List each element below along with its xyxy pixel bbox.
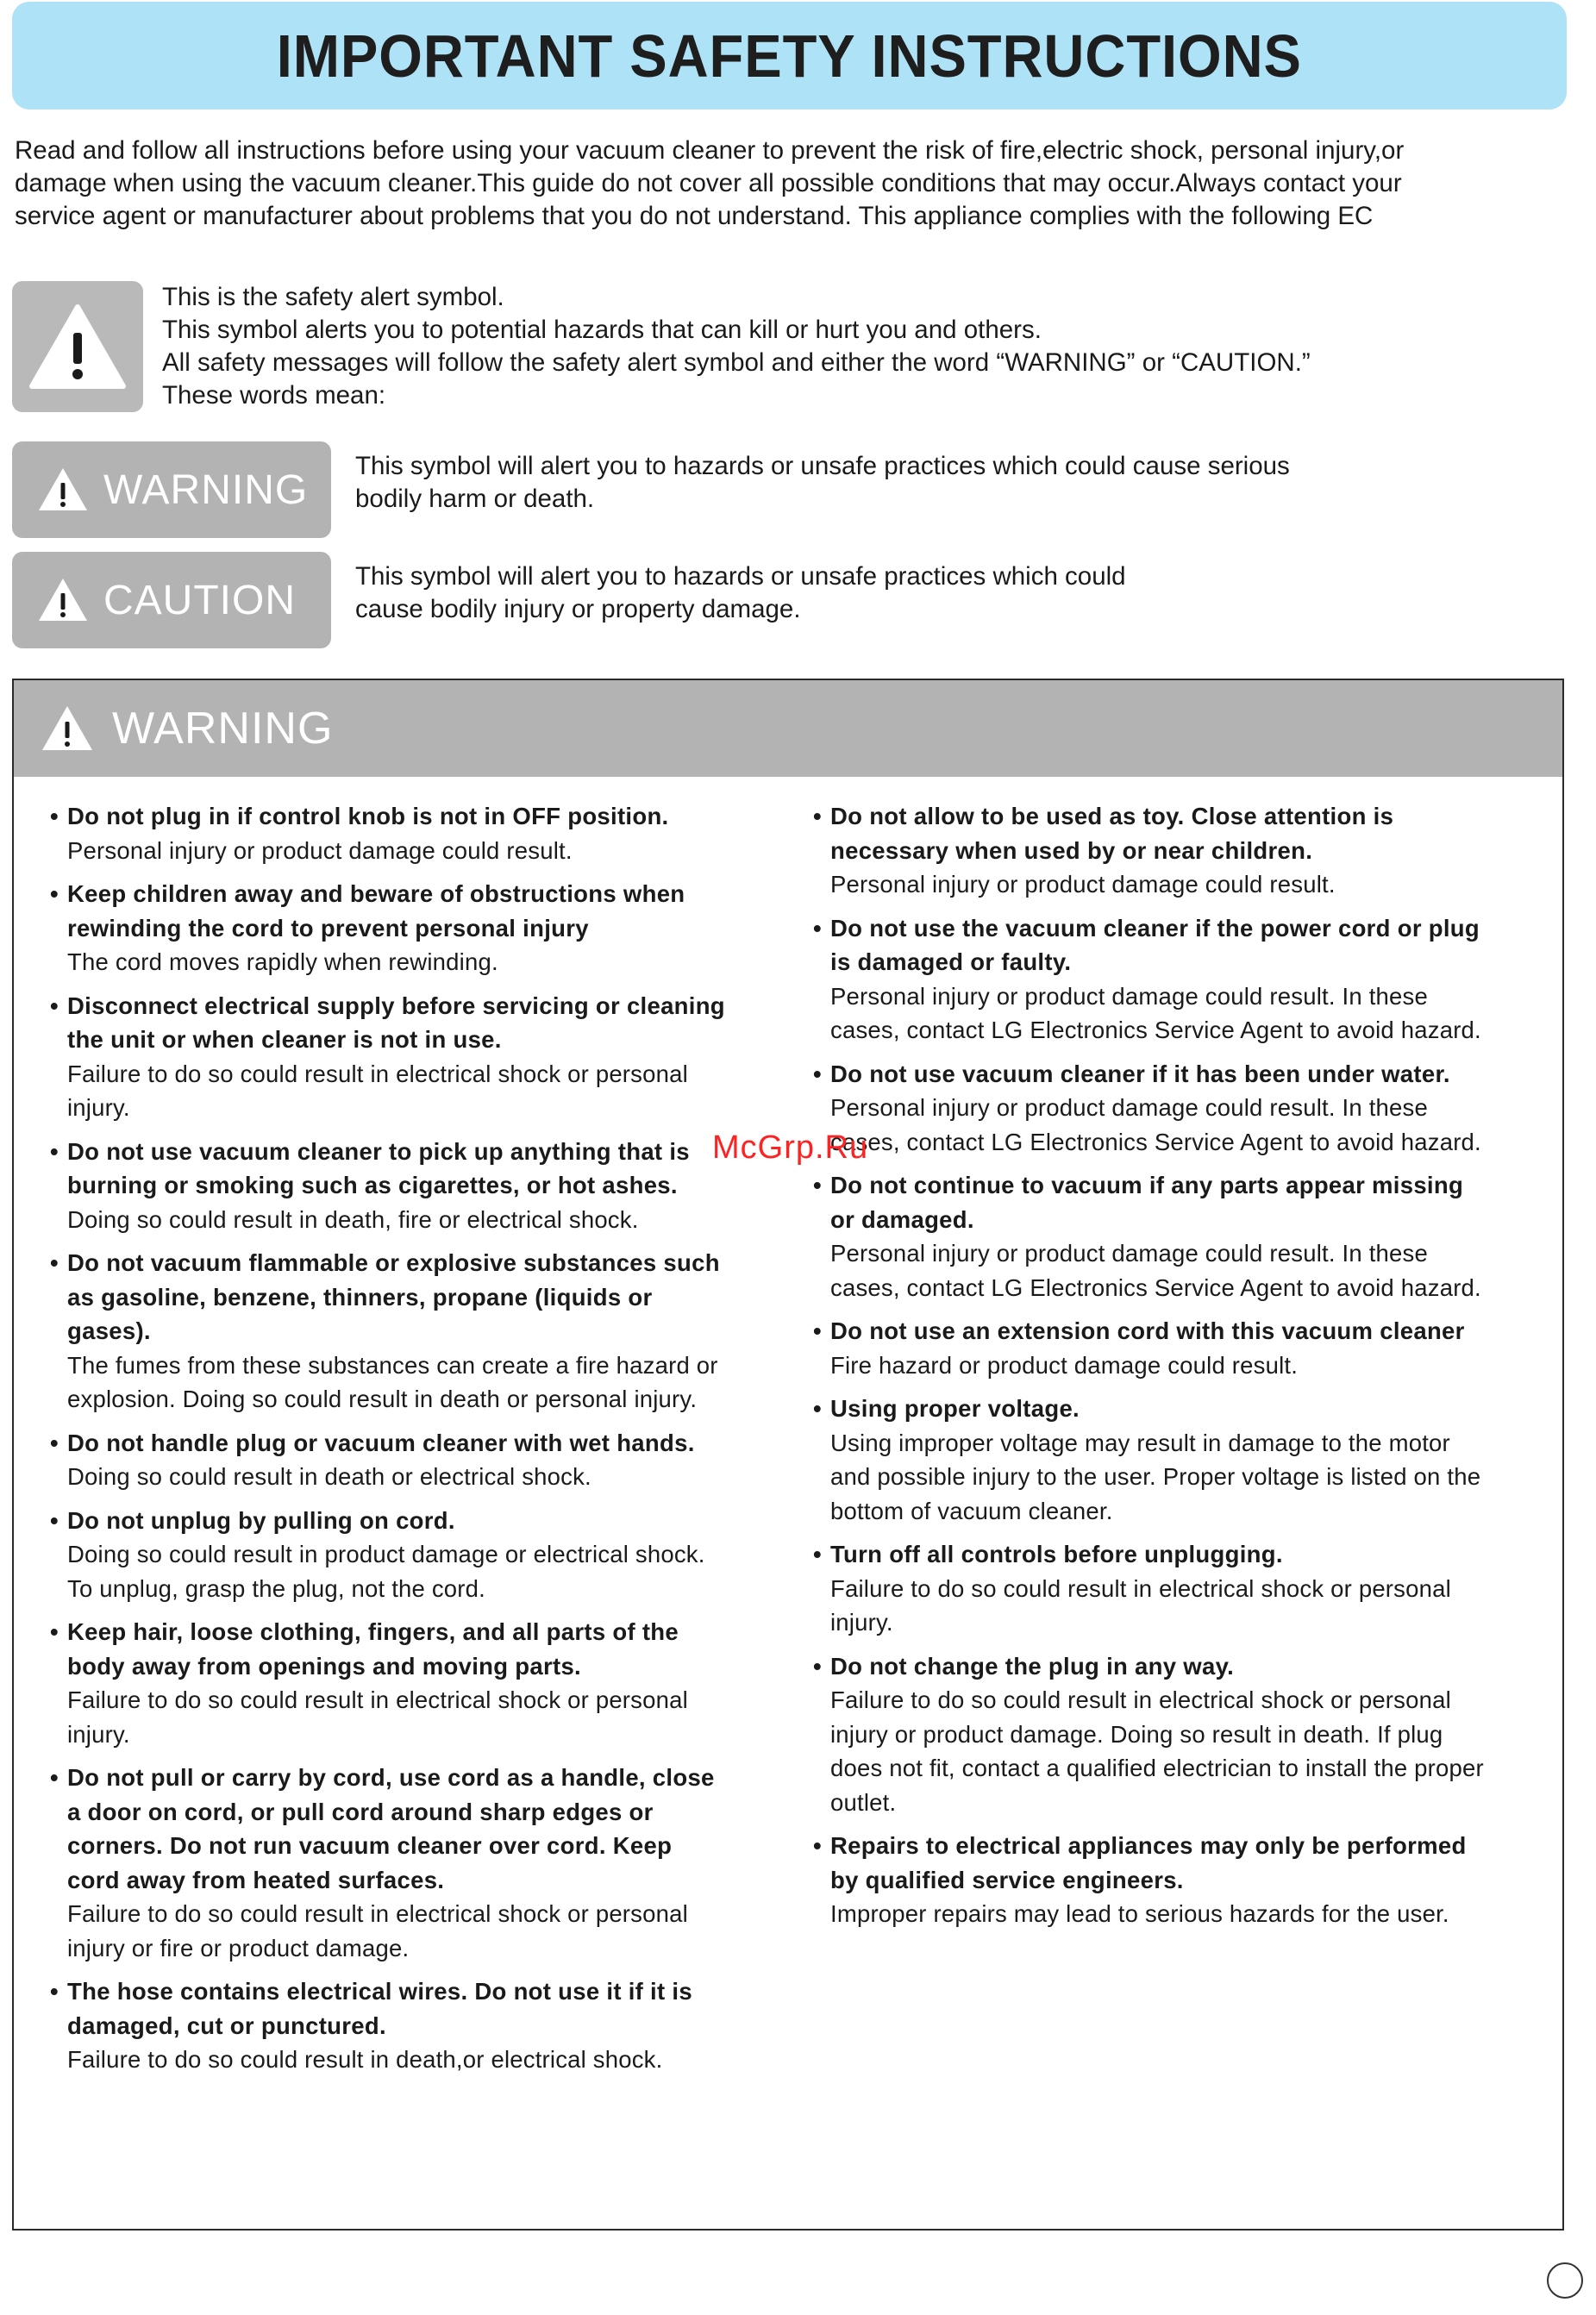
warning-item-description: Improper repairs may lead to serious hazards for the user. xyxy=(830,1900,1449,1927)
warning-item xyxy=(50,877,809,979)
warning-item xyxy=(813,1057,1572,1160)
safety-alert-symbol xyxy=(12,281,143,412)
bullet: • xyxy=(50,1618,59,1645)
warning-triangle-icon xyxy=(36,576,90,624)
warning-item-description: outlet. xyxy=(830,1788,897,1816)
warning-item-description: injury. xyxy=(67,1720,130,1748)
warning-item-description: explosion. Doing so could result in death or personal injury. xyxy=(67,1386,698,1412)
alert-line: All safety messages will follow the safety alert symbol and either the word “WARNING” or “CAUTION.” xyxy=(162,348,1311,377)
warning-item-title: Repairs to electrical appliances may only be performed xyxy=(830,1832,1467,1859)
warning-item-title: Do not use vacuum cleaner to pick up anything that is xyxy=(67,1137,690,1165)
warning-item-description: Failure to do so could result in electrical shock or personal xyxy=(830,1574,1451,1602)
warning-item-description: Failure to do so could result in death,or electrical shock. xyxy=(67,2046,663,2073)
warning-panel-header xyxy=(14,680,1562,777)
bullet: • xyxy=(50,803,59,829)
bullet: • xyxy=(813,1395,822,1422)
warning-item-description: injury. xyxy=(67,1094,130,1121)
warning-desc-line: bodily harm or death. xyxy=(355,485,595,513)
warning-item-title: damaged, cut or punctured. xyxy=(67,2012,386,2039)
warning-item xyxy=(50,1246,809,1417)
warning-item-description: Personal injury or product damage could result. In these xyxy=(830,982,1428,1010)
warning-item-description: injury or product damage. Doing so result in death. If plug xyxy=(830,1720,1443,1748)
warning-item-description: Personal injury or product damage could result. xyxy=(67,836,573,864)
warning-item xyxy=(50,1504,809,1606)
warning-item-description: To unplug, grasp the plug, not the cord. xyxy=(67,1574,485,1602)
bullet: • xyxy=(813,803,822,829)
warning-item-description: Personal injury or product damage could result. In these xyxy=(830,1094,1428,1121)
warning-item-title: necessary when used by or near children. xyxy=(830,836,1313,864)
warning-item-title: by qualified service engineers. xyxy=(830,1866,1184,1893)
caution-desc-line: This symbol will alert you to hazards or unsafe practices which could xyxy=(355,562,1126,591)
warning-item-title: body away from openings and moving parts. xyxy=(67,1652,581,1680)
bullet: • xyxy=(50,1249,59,1276)
warning-item-title: is damaged or faulty. xyxy=(830,948,1072,975)
warning-item-description: Failure to do so could result in electrical shock or personal xyxy=(830,1686,1451,1713)
intro-line: damage when using the vacuum cleaner.This guide do not cover all possible conditions that may occur.Always contact your xyxy=(15,169,1402,197)
caution-label-box xyxy=(12,552,331,648)
warning-item-title: Do not plug in if control knob is not in OFF position. xyxy=(67,803,669,829)
warning-triangle-icon xyxy=(27,302,128,391)
bullet: • xyxy=(813,1832,822,1859)
warning-item-title: rewinding the cord to prevent personal injury xyxy=(67,914,589,942)
alert-line: These words mean: xyxy=(162,381,386,410)
warning-item-title: Do not use the vacuum cleaner if the power cord or plug xyxy=(830,914,1480,942)
warning-item-title: Do not unplug by pulling on cord. xyxy=(67,1506,455,1534)
warning-item-title: Do not continue to vacuum if any parts appear missing xyxy=(830,1172,1464,1198)
bullet: • xyxy=(813,1060,822,1087)
watermark: McGrp.Ru xyxy=(712,1129,869,1166)
warning-item xyxy=(50,1615,809,1751)
intro-paragraph xyxy=(15,135,1567,233)
warning-item-description: injury. xyxy=(830,1609,893,1636)
warning-item xyxy=(813,1649,1572,1820)
alert-line: This is the safety alert symbol. xyxy=(162,283,504,311)
warning-item-title: as gasoline, benzene, thinners, propane (liquids or xyxy=(67,1283,653,1311)
warning-item xyxy=(50,799,809,867)
warning-item xyxy=(813,799,1572,902)
warning-item-description: cases, contact LG Electronics Service Agent to avoid hazard. xyxy=(830,1273,1481,1301)
warning-item xyxy=(813,1314,1572,1382)
warning-column-left xyxy=(50,799,809,2087)
caution-desc-line: cause bodily injury or property damage. xyxy=(355,595,801,623)
warning-item-description: Fire hazard or product damage could result. xyxy=(830,1351,1299,1379)
bullet: • xyxy=(50,880,59,907)
warning-item-description: Failure to do so could result in electrical shock or personal xyxy=(67,1686,688,1713)
caution-label: CAUTION xyxy=(103,577,296,623)
warning-item-description: bottom of vacuum cleaner. xyxy=(830,1497,1113,1524)
warning-item-description: Doing so could result in death, fire or electrical shock. xyxy=(67,1205,639,1233)
bullet: • xyxy=(813,1172,822,1198)
warning-item xyxy=(50,1426,809,1494)
warning-item xyxy=(813,911,1572,1048)
warning-item-description: Doing so could result in death or electrical shock. xyxy=(67,1463,591,1490)
warning-item xyxy=(50,1135,809,1237)
alert-line: This symbol alerts you to potential hazards that can kill or hurt you and others. xyxy=(162,316,1042,344)
warning-item-description: The fumes from these substances can create a fire hazard or xyxy=(67,1351,718,1379)
bullet: • xyxy=(50,1764,59,1791)
warning-item-description: cases, contact LG Electronics Service Agent to avoid hazard. xyxy=(830,1017,1481,1043)
warning-label: WARNING xyxy=(103,466,309,513)
warning-item-description: Doing so could result in product damage or electrical shock. xyxy=(67,1541,705,1567)
warning-item-title: Do not vacuum flammable or explosive substances such xyxy=(67,1249,720,1276)
warning-item-title: Do not allow to be used as toy. Close attention is xyxy=(830,803,1394,829)
warning-item xyxy=(50,1761,809,1965)
warning-item-description: Failure to do so could result in electrical shock or personal xyxy=(67,1900,688,1927)
intro-line: service agent or manufacturer about problems that you do not understand. This appliance complies with the following EC xyxy=(15,202,1374,230)
warning-item-title: or damaged. xyxy=(830,1205,974,1233)
warning-item-title: Disconnect electrical supply before servicing or cleaning xyxy=(67,992,725,1019)
warning-item-title: cord away from heated surfaces. xyxy=(67,1866,445,1893)
warning-item-title: Turn off all controls before unplugging. xyxy=(830,1541,1283,1567)
warning-item xyxy=(50,1974,809,2077)
warning-triangle-icon xyxy=(36,466,90,514)
warning-item-title: Keep hair, loose clothing, fingers, and all parts of the xyxy=(67,1618,679,1645)
warning-column-right xyxy=(813,799,1572,1941)
bullet: • xyxy=(50,1137,59,1165)
warning-item-description: Failure to do so could result in electrical shock or personal xyxy=(67,1060,688,1087)
warning-panel-title: WARNING xyxy=(112,704,334,754)
bullet: • xyxy=(50,1978,59,2005)
warning-item-title: Do not use an extension cord with this vacuum cleaner xyxy=(830,1317,1465,1344)
warning-item-title: The hose contains electrical wires. Do not use it if it is xyxy=(67,1978,692,2005)
warning-item xyxy=(813,1168,1572,1305)
bullet: • xyxy=(50,1506,59,1534)
title-banner xyxy=(12,2,1567,109)
warning-item-description: Using improper voltage may result in damage to the motor xyxy=(830,1429,1450,1456)
warning-item xyxy=(813,1829,1572,1931)
bullet: • xyxy=(813,1317,822,1344)
warning-triangle-icon xyxy=(40,704,95,754)
warning-item-title: Do not pull or carry by cord, use cord as a handle, close xyxy=(67,1764,715,1791)
bullet: • xyxy=(50,992,59,1019)
warning-item xyxy=(50,989,809,1125)
warning-label-box xyxy=(12,441,331,538)
warning-item-description: cases, contact LG Electronics Service Agent to avoid hazard. xyxy=(830,1128,1481,1155)
warning-item-title: Do not change the plug in any way. xyxy=(830,1652,1235,1680)
warning-item-description: Personal injury or product damage could result. xyxy=(830,871,1336,898)
warning-item-description: Personal injury or product damage could result. In these xyxy=(830,1240,1428,1267)
warning-item-title: Do not use vacuum cleaner if it has been under water. xyxy=(830,1060,1450,1087)
warning-item-description: and possible injury to the user. Proper voltage is listed on the xyxy=(830,1463,1481,1490)
page-title: IMPORTANT SAFETY INSTRUCTIONS xyxy=(276,22,1303,90)
safety-alert-description xyxy=(162,281,1542,412)
warning-description xyxy=(355,450,1390,516)
page-number-circle xyxy=(1547,2262,1583,2299)
bullet: • xyxy=(813,1541,822,1567)
bullet: • xyxy=(50,1429,59,1456)
intro-line: Read and follow all instructions before using your vacuum cleaner to prevent the risk of fire,electric shock, personal injury,or xyxy=(15,136,1405,165)
warning-panel xyxy=(12,679,1564,2231)
warning-item-title: the unit or when cleaner is not in use. xyxy=(67,1026,502,1053)
warning-item-description: does not fit, contact a qualified electrician to install the proper xyxy=(830,1755,1484,1781)
warning-item-description: injury or fire or product damage. xyxy=(67,1934,410,1961)
warning-item-title: Using proper voltage. xyxy=(830,1395,1080,1422)
warning-item xyxy=(813,1392,1572,1528)
warning-item-title: burning or smoking such as cigarettes, or hot ashes. xyxy=(67,1172,678,1198)
warning-desc-line: This symbol will alert you to hazards or unsafe practices which could cause serious xyxy=(355,452,1290,480)
warning-item-title: gases). xyxy=(67,1317,151,1344)
bullet: • xyxy=(813,914,822,942)
warning-item-title: corners. Do not run vacuum cleaner over cord. Keep xyxy=(67,1832,673,1859)
warning-item-title: Keep children away and beware of obstructions when xyxy=(67,880,685,907)
caution-description xyxy=(355,560,1390,626)
bullet: • xyxy=(813,1652,822,1680)
warning-item xyxy=(813,1537,1572,1640)
warning-item-title: a door on cord, or pull cord around sharp edges or xyxy=(67,1798,654,1825)
warning-item-description: The cord moves rapidly when rewinding. xyxy=(67,948,498,975)
warning-item-title: Do not handle plug or vacuum cleaner with wet hands. xyxy=(67,1429,695,1456)
